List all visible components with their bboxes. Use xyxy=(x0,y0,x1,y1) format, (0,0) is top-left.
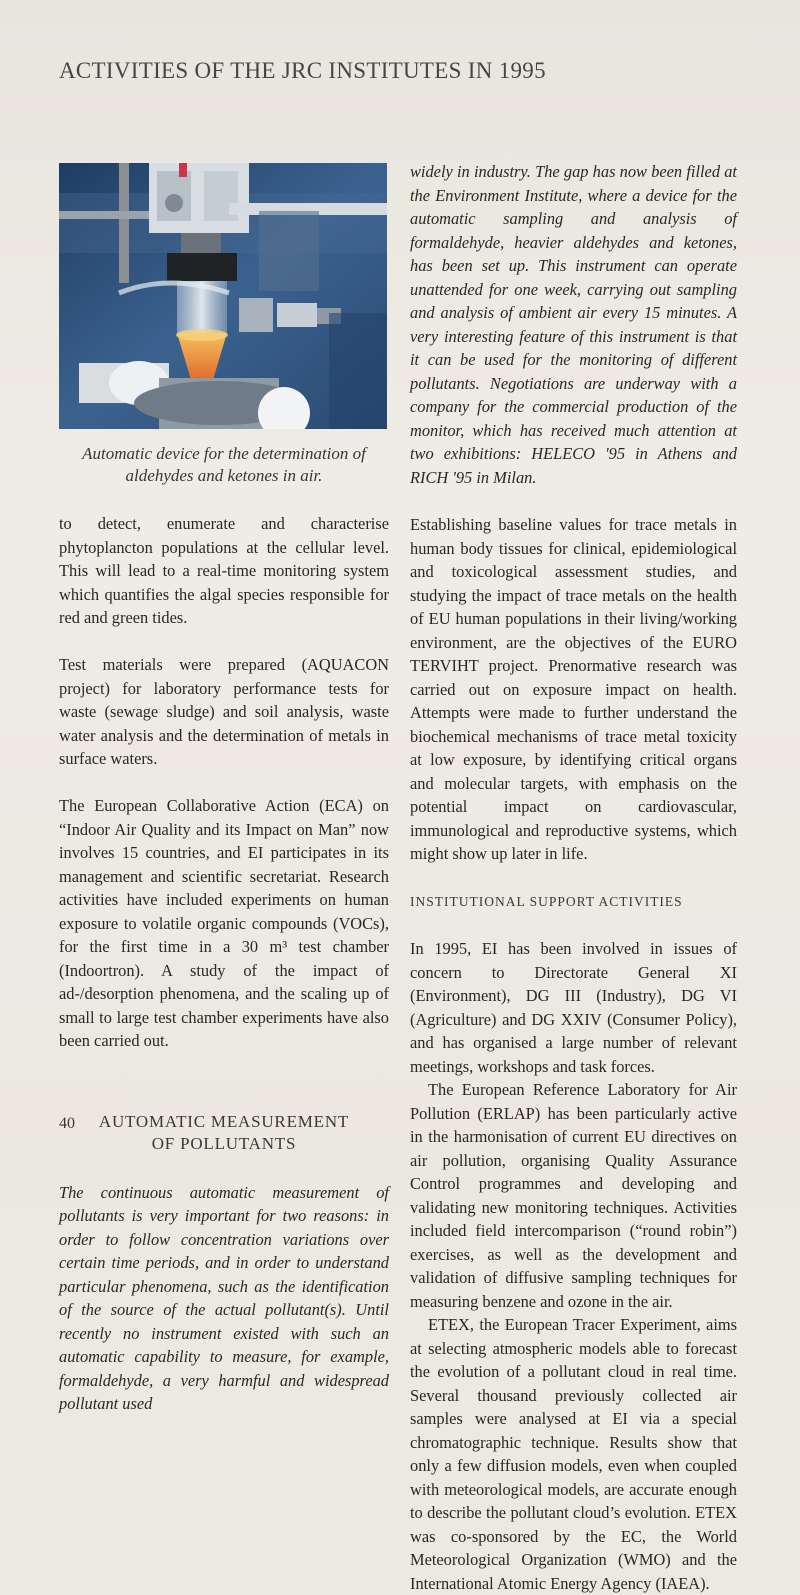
paragraph-euro-terviht: Establishing baseline values for trace metals in human body tissues for clinical, epidemiological and toxicological assessment studies, and studying the impact of trace metals on the health of EU human populations in their living/working environment, are the objectives of the EURO TERVIHT project. Prenormative research was carried out on exposure impact on health. Attempts were made to further understand the biochemical mechanisms of trace metal toxicity at low exposure, by identifying critical organs and molecular targets, with emphasis on the potential impact on cardiovascular, immunological and reproductive systems, which might show up later in life. xyxy=(410,515,737,863)
page-number: 40 xyxy=(59,1115,75,1132)
lab-device-photo xyxy=(59,163,387,429)
paragraph-etex: ETEX, the European Tracer Experiment, aims at selecting atmospheric models able to forecast the evolution of a pollutant cloud in real time. Several thousand previously collected air samples were analysed at EI via a special chromatographic technique. Results show that only a few diffusion models, even when coupled with meteorological models, are accurate enough to describe the pollutant cloud’s evolution. ETEX was co-sponsored by the EC, the World Meteorological Organization (WMO) and the International Atomic Energy Agency (IAEA). xyxy=(410,1315,737,1593)
photo-caption: Automatic device for the determination of aldehydes and ketones in air. xyxy=(82,444,366,485)
paragraph-formaldehyde-device: widely in industry. The gap has now been filled at the Environment Institute, where a device for the automatic sampling and analysis of formaldehyde, heavier aldehydes and ketones, has been set up. This instrument can operate unattended for one week, carrying out sampling and analysis of ambient air every 15 minutes. A very interesting feature of this instrument is that it can be used for the monitoring of different pollutants. Negotiations are underway with a company for the commercial production of the monitor, which has received much attention at two exhibitions: HELECO '95 in Athens and RICH '95 in Milan. xyxy=(410,162,737,487)
paragraph-erlap: The European Reference Laboratory for Air Pollution (ERLAP) has been particularly active in the harmonisation of current EU directives on air pollution, organising Quality Assurance Control programmes and developing and validating new monitoring techniques. Activities included field intercomparison (“round robin”) exercises, as well as the development and validation of diffusive sampling techniques for measuring benzene and ozone in the air. xyxy=(410,1080,737,1311)
paragraph-phytoplancton: to detect, enumerate and characterise phytoplancton populations at the cellular level. This will lead to a real-time monitoring system which quantifies the algal species responsible for red and green tides. xyxy=(59,514,389,627)
right-column xyxy=(410,160,737,1595)
paragraph-institutional-support: In 1995, EI has been involved in issues of concern to Directorate General XI (Environment), DG III (Industry), DG VI (Agriculture) and DG XXIV (Consumer Policy), and has organised a large number of relevant meetings, workshops and task forces. xyxy=(410,939,737,1076)
left-column xyxy=(59,512,389,1416)
heading-line-1: AUTOMATIC MEASUREMENT xyxy=(98,1111,350,1131)
paragraph-aquacon: Test materials were prepared (AQUACON project) for laboratory performance tests for waste (sewage sludge) and soil analysis, waste water analysis and the determination of metals in surface waters. xyxy=(59,655,389,768)
heading-line-2: OF POLLUTANTS xyxy=(151,1133,297,1153)
paragraph-automatic-measurement-intro: The continuous automatic measurement of pollutants is very important for two reasons: in order to follow concentration variations over certain time periods, and in order to understand particular phenomena, such as the identification of the source of the actual pollutant(s). Until recently no instrument existed with such an automatic capability to measure, for example, formaldehyde, a very harmful and widespread pollutant used xyxy=(59,1182,389,1413)
section-heading-institutional-support: INSTITUTIONAL SUPPORT ACTIVITIES xyxy=(410,893,683,909)
section-heading-automatic-measurement xyxy=(59,1111,389,1155)
running-header: ACTIVITIES OF THE JRC INSTITUTES IN 1995 xyxy=(59,58,546,83)
device-photo-illustration xyxy=(59,163,387,429)
paragraph-eca: The European Collaborative Action (ECA) on “Indoor Air Quality and its Impact on Man” now involves 15 countries, and EI participates in its management and scientific secretariat. Research activities have included experiments on human exposure to volatile organic compounds (VOCs), for the first time in a 30 m³ test chamber (Indoortron). A study of the impact of ad-/desorption phenomena, and the scaling up of small to large test chamber experiments have also been carried out. xyxy=(59,796,389,1050)
